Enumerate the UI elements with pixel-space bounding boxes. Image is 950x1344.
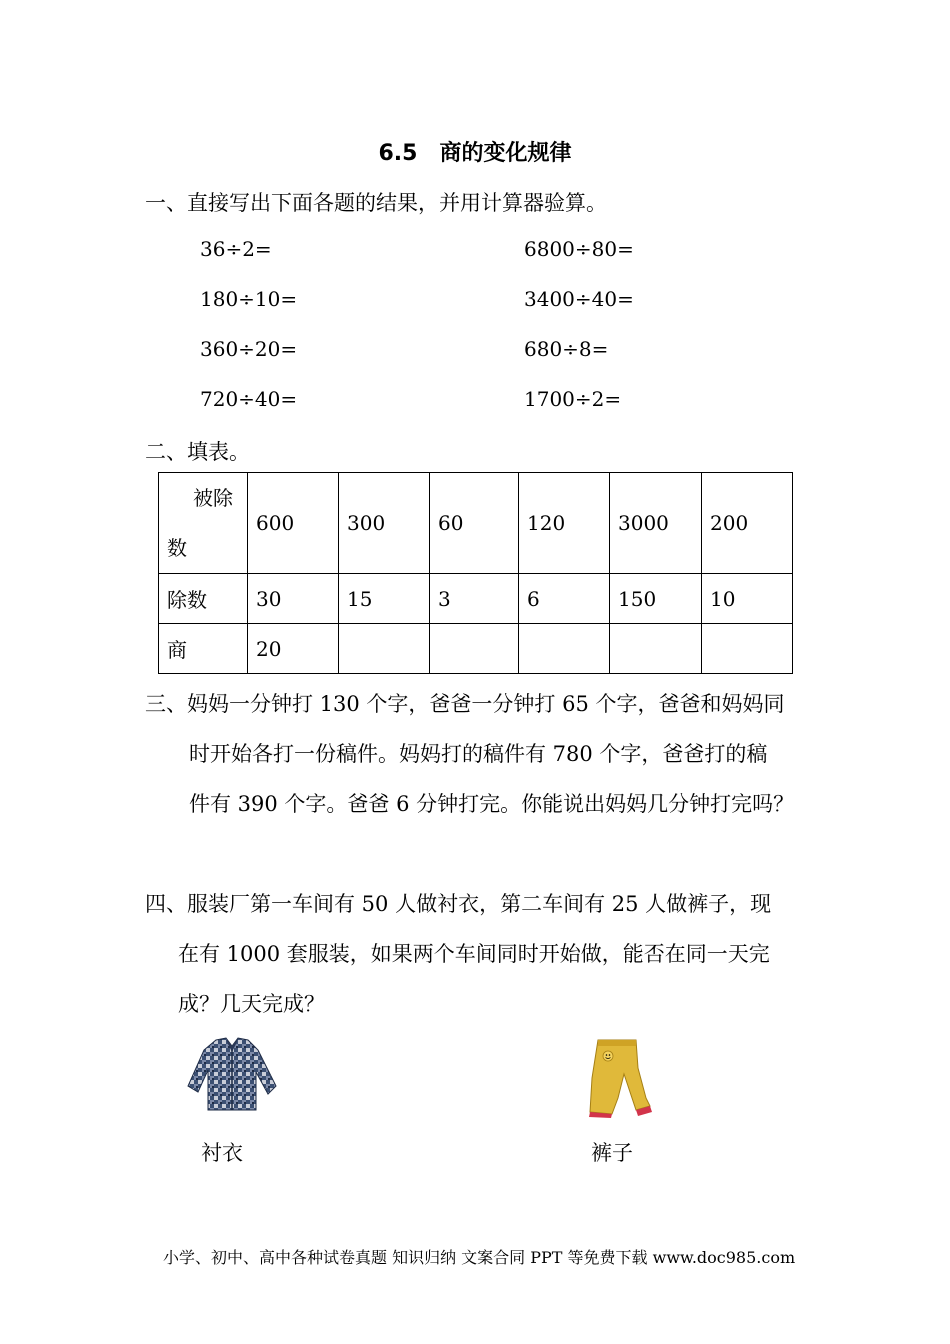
divisor-cell: 10 — [702, 574, 793, 624]
page-footer: 小学、初中、高中各种试卷真题 知识归纳 文案合同 PPT 等免费下载 www.doc985.com — [163, 1248, 796, 1267]
dividend-cell: 60 — [430, 473, 519, 574]
section3-line-1: 三、妈妈一分钟打 130 个字，爸爸一分钟打 65 个字，爸爸和妈妈同 — [145, 692, 785, 716]
divisor-cell: 6 — [519, 574, 610, 624]
section4-line-2: 在有 1000 套服装，如果两个车间同时开始做，能否在同一天完 — [178, 942, 770, 966]
dividend-cell: 3000 — [610, 473, 702, 574]
calc-left-2: 180÷10= — [200, 287, 298, 311]
quotient-cell[interactable] — [519, 624, 610, 674]
quotient-cell[interactable] — [339, 624, 430, 674]
quotient-cell: 20 — [248, 624, 339, 674]
quotient-cell[interactable] — [430, 624, 519, 674]
section4-line-1: 四、服装厂第一车间有 50 人做衬衣，第二车间有 25 人做裤子，现 — [145, 892, 772, 916]
divisor-cell: 150 — [610, 574, 702, 624]
calc-left-1: 36÷2= — [200, 237, 272, 261]
calc-right-3: 680÷8= — [524, 337, 609, 361]
divisor-cell: 15 — [339, 574, 430, 624]
table-row-divisor — [159, 574, 793, 624]
table-row-quotient — [159, 624, 793, 674]
quotient-label: 商 — [159, 624, 248, 674]
dividend-cell: 600 — [248, 473, 339, 574]
calc-right-4: 1700÷2= — [524, 387, 622, 411]
quotient-cell[interactable] — [702, 624, 793, 674]
section3-line-2: 时开始各打一份稿件。妈妈打的稿件有 780 个字，爸爸打的稿 — [189, 742, 768, 766]
section1-heading: 一、直接写出下面各题的结果，并用计算器验算。 — [145, 191, 607, 215]
dividend-cell: 300 — [339, 473, 430, 574]
dividend-cell: 120 — [519, 473, 610, 574]
pants-image — [584, 1038, 656, 1118]
shirt-caption: 衬衣 — [201, 1141, 243, 1165]
section2-heading: 二、填表。 — [145, 440, 250, 464]
dividend-cell: 200 — [702, 473, 793, 574]
divisor-label: 除数 — [159, 574, 248, 624]
table-row-dividend — [159, 473, 793, 574]
calc-right-2: 3400÷40= — [524, 287, 634, 311]
shirt-image — [186, 1036, 278, 1114]
calc-right-1: 6800÷80= — [524, 237, 634, 261]
page-title: 6.5 商的变化规律 — [378, 141, 572, 166]
quotient-cell[interactable] — [610, 624, 702, 674]
calc-left-3: 360÷20= — [200, 337, 298, 361]
pants-caption: 裤子 — [591, 1141, 633, 1165]
dividend-label: 被除 数 — [159, 473, 248, 574]
divisor-cell: 30 — [248, 574, 339, 624]
section4-line-3: 成？几天完成？ — [178, 992, 325, 1016]
section3-line-3: 件有 390 个字。爸爸 6 分钟打完。你能说出妈妈几分钟打完吗？ — [189, 792, 795, 816]
fill-table — [158, 472, 793, 674]
divisor-cell: 3 — [430, 574, 519, 624]
calc-left-4: 720÷40= — [200, 387, 298, 411]
